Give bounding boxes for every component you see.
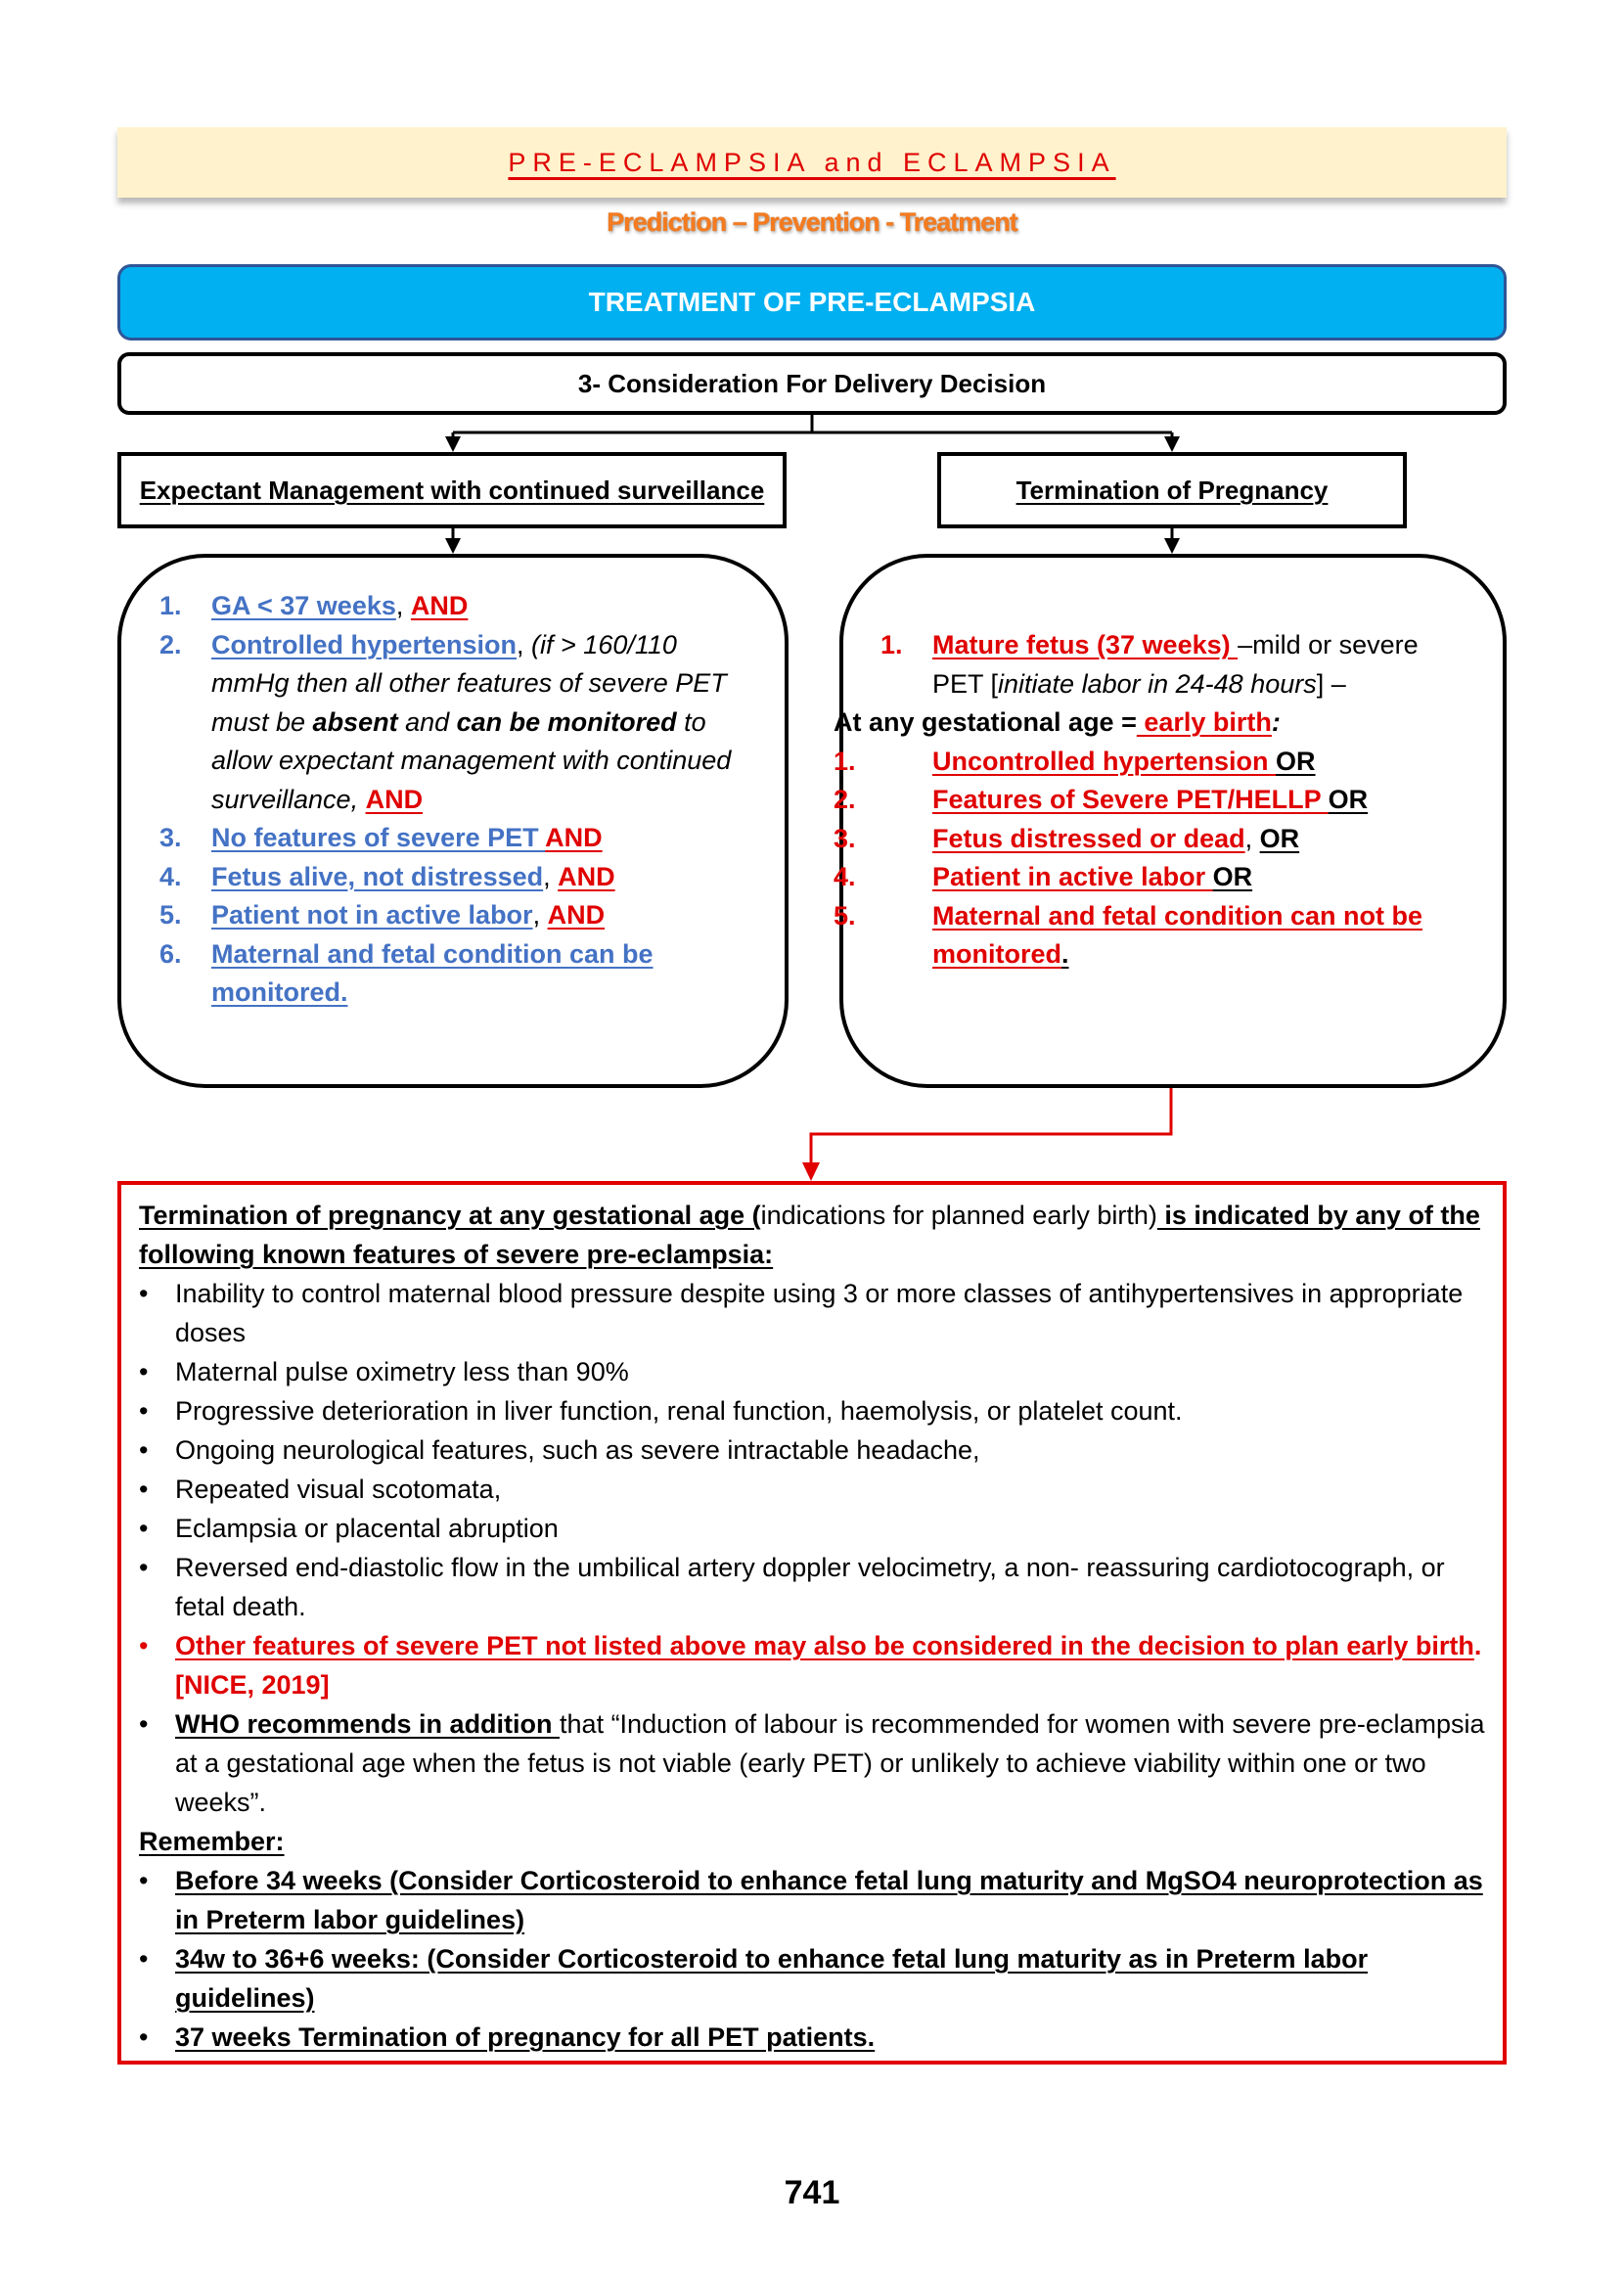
who-heading: WHO recommends in addition [175,1709,561,1739]
criterion-text: Mature fetus (37 weeks) [932,630,1239,659]
any-age-heading [834,704,1467,743]
list-item [834,820,1467,859]
section-title: TREATMENT OF PRE-ECLAMPSIA [588,287,1036,317]
remember-text: Before 34 weeks (Consider Corticosteroid to enhance fetal lung maturity and MgSO4 neuroprotection as in Preterm labor guidelines) [175,1866,1483,1934]
step-title: 3- Consideration For Delivery Decision [577,368,1047,398]
list-item [159,587,756,626]
branch-termination-header [937,452,1407,528]
nice-citation: . [NICE, 2019] [175,1631,1482,1700]
criterion-text: Maternal and fetal condition can not be monitored [932,900,1423,969]
remember-bullet [139,1861,1489,1939]
bullet-icon: • [139,1631,149,1660]
separator: , [1244,823,1260,853]
remember-bullet [139,2018,1489,2057]
list-item [159,626,756,820]
remember-text: 34w to 36+6 weeks: (Consider Corticosteroid to enhance fetal lung maturity as in Preterm labor guidelines) [175,1944,1369,2013]
bullet-icon: • [139,1435,149,1465]
bullet-text: Eclampsia or placental abruption [175,1514,559,1543]
who-bullet [139,1704,1489,1822]
conjunction: AND [558,861,615,891]
remember-heading [139,1822,1489,1861]
criterion-note: ] – [1316,668,1346,699]
list-item [159,896,756,935]
bullet-icon: • [139,1514,149,1543]
termination-criteria-list [834,626,1467,975]
criterion-text: No features of severe PET [211,823,546,852]
who-text: that “Induction of labour is recommended for women with severe pre-eclampsia at a gestational age when the fetus is not viable (early PET) or unlikely to achieve viability within one or two weeks”. [175,1709,1485,1817]
item-number: 2. [159,629,182,659]
criterion-note-emphasis: absent [312,706,398,737]
item-number: 1. [834,746,856,776]
item-number: 2. [834,785,856,814]
criterion-text: Features of Severe PET/HELLP [932,785,1329,814]
indications-content [139,1196,1489,2057]
any-age-label: At any gestational age = [834,707,1137,737]
arrow-down-right [1164,436,1180,452]
bullet-icon: • [139,1709,149,1739]
bullet-icon: • [139,1553,149,1582]
connector-right-box-to-indications [802,1088,1171,1181]
list-item [834,858,1467,897]
connector-step-to-branches [445,415,1180,452]
criterion-text: Uncontrolled hypertension [932,746,1277,776]
remember-text: 37 weeks Termination of pregnancy for all PET patients. [175,2022,876,2052]
bullet-icon: • [139,1866,149,1895]
criterion-text: GA < 37 weeks [211,591,396,620]
indication-bullet [139,1352,1489,1391]
item-number: 5. [159,900,182,930]
colon: : [1271,707,1281,737]
conjunction: AND [547,900,606,930]
connector-branch-to-left-box [445,528,461,554]
indication-bullet [139,1430,1489,1470]
indications-intro [139,1196,1489,1274]
bullet-icon: • [139,1475,149,1504]
separator: , [532,900,548,930]
bullet-text: Progressive deterioration in liver function, renal function, haemolysis, or platelet count. [175,1396,1183,1426]
criterion-note: to allow expectant management with continued surveillance, [211,706,732,814]
item-number: 4. [159,861,182,891]
bullet-icon: • [139,1944,149,1974]
connector-branch-to-right-box [1164,528,1180,554]
list-item [834,897,1467,975]
indication-bullet [139,1509,1489,1548]
separator: , [395,591,411,620]
item-number: 4. [834,862,856,891]
branch-expectant-header [117,452,787,528]
document-subtitle: Prediction – Prevention - Treatment [607,207,1017,237]
criterion-text: Fetus alive, not distressed [211,861,544,891]
criterion-text: Maternal and fetal condition can be monitored. [211,938,654,1007]
criterion-note: (if > 160/110 mmHg then all other features of severe PET must be [211,629,727,737]
document-banner [117,127,1507,198]
criterion-text: Patient in active labor [932,862,1213,891]
criterion-note: –mild or severe PET [ [932,630,1419,699]
intro-heading: Termination of pregnancy at any gestational age ( [139,1201,761,1230]
list-item [159,935,756,1013]
conjunction: AND [365,784,424,814]
step-box [117,352,1507,415]
conjunction: AND [410,591,469,620]
item-number: 1. [159,591,182,620]
conjunction: AND [545,823,603,852]
item-number: 6. [159,938,182,969]
criterion-note: and [397,706,457,737]
intro-parenthetical: indications for planned early birth) [760,1201,1157,1230]
conjunction: OR [1276,746,1316,776]
section-title-bar [117,264,1507,340]
bullet-icon: • [139,2022,149,2052]
conjunction: OR [1212,862,1253,891]
nice-bullet [139,1626,1489,1704]
criterion-text: Fetus distressed or dead [932,823,1245,853]
list-item [834,743,1467,782]
arrow-down-left [445,436,461,452]
criterion-note-emphasis: can be monitored [456,706,677,737]
remember-label: Remember: [139,1827,285,1856]
conjunction: OR [1259,823,1300,853]
separator: , [543,861,559,891]
list-item [159,819,756,858]
intro-heading-cont: is indicated by any of the following known features of severe pre-eclampsia: [139,1201,1480,1269]
bullet-text: Repeated visual scotomata, [175,1475,502,1504]
bullet-text: Ongoing neurological features, such as severe intractable headache, [175,1435,980,1465]
indication-bullet [139,1274,1489,1352]
red-arrow-down [802,1162,820,1181]
conjunction: . [1061,939,1069,969]
item-number: 5. [834,900,856,931]
criterion-note-italic: initiate labor in 24-48 hours [998,668,1317,699]
item-number: 1. [880,630,903,659]
separator: , [517,629,532,659]
conjunction: OR [1328,785,1369,814]
document-title: PRE-ECLAMPSIA and ECLAMPSIA [508,147,1116,177]
bullet-icon: • [139,1279,149,1308]
item-number: 3. [159,823,182,852]
bullet-text: Maternal pulse oximetry less than 90% [175,1357,629,1386]
list-item [880,626,1467,704]
branch-expectant-title: Expectant Management with continued surveillance [139,476,765,505]
bullet-icon: • [139,1357,149,1386]
list-item [834,781,1467,820]
expectant-criteria-list [159,587,756,1013]
remember-bullet [139,1939,1489,2018]
indication-bullet [139,1470,1489,1509]
item-number: 3. [834,823,856,853]
bullet-icon: • [139,1396,149,1426]
indication-bullet [139,1548,1489,1626]
criterion-text: Controlled hypertension [211,629,518,659]
bullet-text: Reversed end-diastolic flow in the umbilical artery doppler velocimetry, a non- reassuring cardiotocograph, or fetal death. [175,1553,1445,1621]
indication-bullet [139,1391,1489,1430]
nice-text: Other features of severe PET not listed above may also be considered in the decision to plan early birth [175,1631,1474,1660]
page-number: 741 [784,2174,840,2211]
criterion-text: Patient not in active labor [211,900,533,930]
branch-termination-title: Termination of Pregnancy [1015,476,1329,505]
early-birth-label: early birth [1136,707,1272,737]
list-item [159,858,756,897]
bullet-text: Inability to control maternal blood pressure despite using 3 or more classes of antihypertensives in appropriate doses [175,1279,1464,1347]
